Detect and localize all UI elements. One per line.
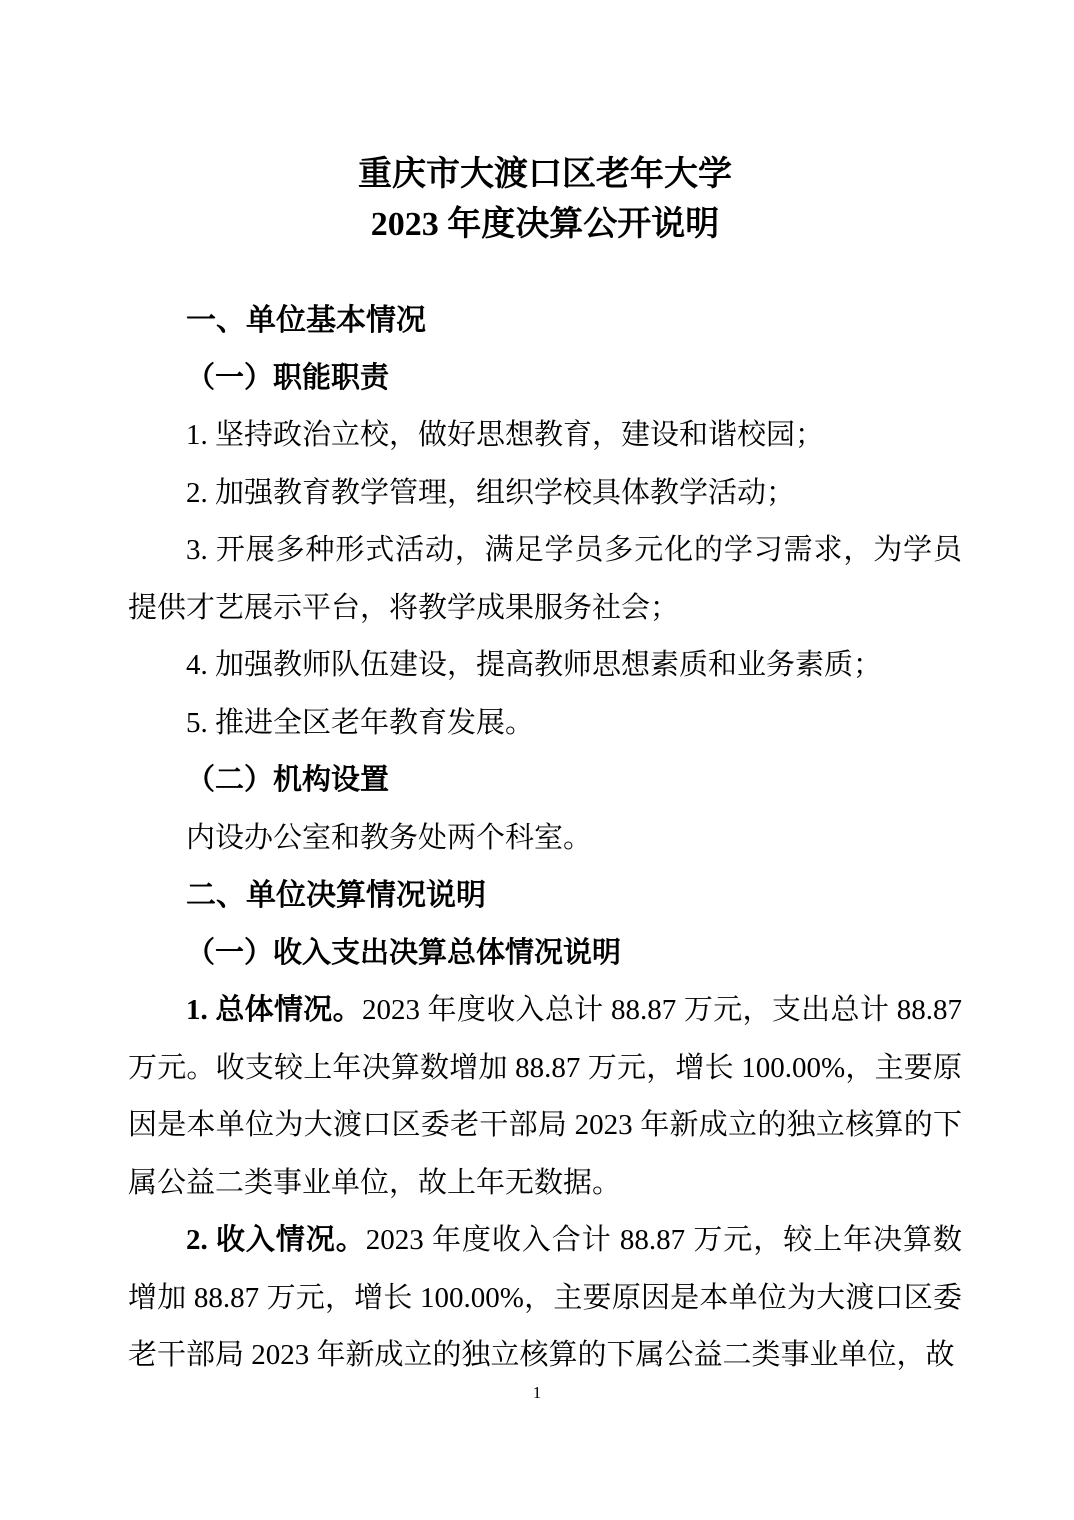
section-heading-final-accounts: 二、单位决算情况说明	[186, 879, 486, 912]
document-title	[128, 150, 962, 250]
title-line-1: 重庆市大渡口区老年大学	[358, 156, 732, 193]
duty-item-5: 5. 推进全区老年教育发展。	[186, 706, 535, 739]
duty-item-2: 2. 加强教育教学管理，组织学校具体教学活动；	[186, 476, 796, 509]
overall-situation-text: 2023 年度收入总计 88.87 万元，支出总计 88.87 万元。收支较上年决算数增加 88.87 万元，增长 100.00%，主要原因是本单位为大渡口区委老干部局 2023 年新成立的独立核算的下属公益二类事业单位，故上年无数据。	[128, 994, 962, 1199]
duty-item-3: 3. 开展多种形式活动，满足学员多元化的学习需求，为学员提供才艺展示平台，将教学成果服务社会；	[128, 534, 962, 624]
title-line-2: 2023 年度决算公开说明	[370, 206, 720, 243]
income-situation-text: 2023 年度收入合计 88.87 万元，较上年决算数增加 88.87 万元，增长 100.00%，主要原因是本单位为大渡口区委老干部局 2023 年新成立的独立核算的下属公益二类事业单位，故	[128, 1224, 962, 1371]
org-setup-paragraph: 内设办公室和教务处两个科室。	[186, 821, 593, 854]
overall-situation-paragraph	[128, 982, 962, 1212]
duty-item-4: 4. 加强教师队伍建设，提高教师思想素质和业务素质；	[186, 649, 883, 681]
page-number: 1	[532, 1383, 542, 1402]
income-situation-paragraph	[128, 1212, 962, 1385]
overall-situation-lead: 1. 总体情况。	[186, 994, 362, 1026]
section-heading-basic-info: 一、单位基本情况	[186, 304, 426, 337]
subsection-heading-income-expense-overview: （一）收入支出决算总体情况说明	[186, 936, 622, 969]
duty-item-1: 1. 坚持政治立校，做好思想教育，建设和谐校园；	[186, 419, 825, 451]
subsection-heading-org-setup: （二）机构设置	[186, 764, 390, 796]
subsection-heading-duties: （一）职能职责	[186, 361, 390, 394]
income-situation-lead: 2. 收入情况。	[186, 1224, 366, 1256]
